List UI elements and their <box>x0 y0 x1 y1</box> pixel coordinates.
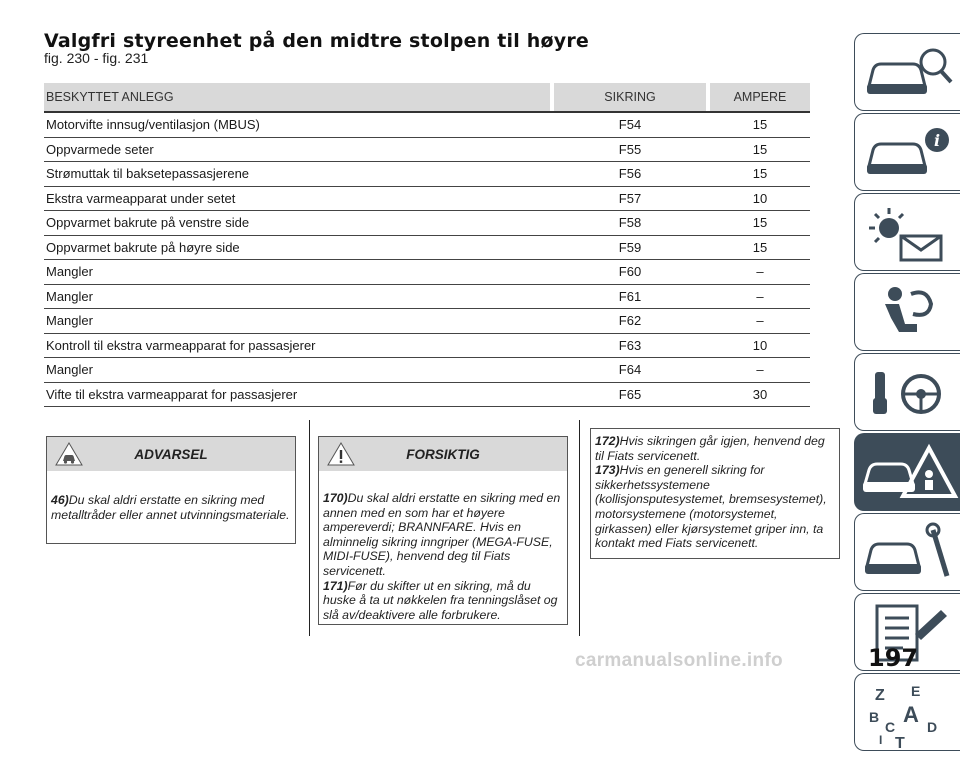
table-row <box>44 260 810 285</box>
cell-ampere: 15 <box>752 166 768 182</box>
tab-car-search[interactable] <box>854 33 960 111</box>
caution-header <box>319 437 567 471</box>
tab-airbag-seat[interactable] <box>854 273 960 351</box>
index-letter: D <box>927 719 938 735</box>
fuse-table <box>44 83 810 407</box>
note-number: 46) <box>51 493 69 507</box>
table-body <box>44 113 810 407</box>
caution-body <box>319 471 567 628</box>
index-letter: Z <box>875 687 885 704</box>
cell-system: Oppvarmet bakrute på venstre side <box>46 215 250 231</box>
index-letter: E <box>911 683 921 699</box>
cell-system: Mangler <box>46 362 93 378</box>
tab-warning-lights[interactable] <box>854 193 960 271</box>
cell-ampere: 15 <box>752 239 768 255</box>
column-divider <box>309 420 310 636</box>
table-row <box>44 138 810 163</box>
warning-title: ADVARSEL <box>134 446 208 462</box>
cell-ampere: 30 <box>752 386 768 402</box>
note-text: Før du skifter ut en sikring, må du huske å ta ut nøkkelen fra tenningslåset og slå av/deaktivere alle forbrukere. <box>323 578 558 622</box>
cell-ampere: 15 <box>752 141 768 157</box>
column-header-ampere: AMPERE <box>710 83 810 111</box>
note-number: 170) <box>323 491 348 505</box>
note-number: 171) <box>323 578 348 593</box>
cell-ampere: 15 <box>752 215 768 231</box>
caution-title: FORSIKTIG <box>406 446 480 462</box>
cell-system: Mangler <box>46 313 93 329</box>
cell-ampere: – <box>756 264 764 280</box>
column-header-fuse: SIKRING <box>554 83 706 111</box>
car-warning-icon <box>55 442 83 469</box>
index-letters-icon <box>855 674 961 752</box>
index-letter: I <box>879 733 883 747</box>
cell-fuse: F62 <box>618 313 642 329</box>
table-row <box>44 113 810 138</box>
cell-ampere: 15 <box>752 117 768 133</box>
tab-index[interactable] <box>854 673 960 751</box>
note-item <box>323 491 563 579</box>
warning-body <box>47 471 295 528</box>
index-letter: B <box>869 709 880 725</box>
cell-fuse: F58 <box>618 215 642 231</box>
cell-system: Kontroll til ekstra varmeapparat for passasjerer <box>46 337 316 353</box>
column-divider <box>579 420 580 636</box>
note-text: Hvis en generell sikring for sikkerhetssystemene (kollisjonsputesystemet, bremsesystemet), motorsystemene (motorsystemet, girkassen) eller kjørsystemet griper inn, ta kontakt med Fiats servicenett. <box>595 463 827 551</box>
cell-ampere: – <box>756 362 764 378</box>
table-row <box>44 358 810 383</box>
warning-box <box>46 436 296 544</box>
cell-fuse: F60 <box>618 264 642 280</box>
column-header-system: BESKYTTET ANLEGG <box>44 83 550 111</box>
cell-system: Oppvarmet bakrute på høyre side <box>46 239 240 255</box>
index-letter: T <box>895 735 905 752</box>
exclamation-triangle-icon <box>327 442 355 469</box>
cell-fuse: F65 <box>618 386 642 402</box>
page-number: 197 <box>868 644 919 672</box>
cell-fuse: F57 <box>618 190 642 206</box>
table-row <box>44 211 810 236</box>
page-title: Valgfri styreenhet på den midtre stolpen til høyre <box>44 30 589 52</box>
key-steering-icon <box>855 354 961 432</box>
cell-system: Strømuttak til baksetepassasjerene <box>46 166 250 182</box>
figure-reference: fig. 230 - fig. 231 <box>44 50 149 66</box>
watermark: carmanualsonline.info <box>575 650 783 671</box>
table-row <box>44 187 810 212</box>
table-row <box>44 309 810 334</box>
tab-car-tools[interactable] <box>854 513 960 591</box>
car-tools-icon <box>855 514 961 592</box>
table-row <box>44 383 810 408</box>
emergency-icon <box>855 434 961 512</box>
svg-text:i: i <box>933 131 941 150</box>
note-item <box>595 463 835 551</box>
cell-fuse: F64 <box>618 362 642 378</box>
caution-box <box>318 436 568 625</box>
note-number: 173) <box>595 463 620 478</box>
cell-ampere: 10 <box>752 337 768 353</box>
index-letter: C <box>885 719 896 735</box>
cell-system: Vifte til ekstra varmeapparat for passasjerer <box>46 386 298 402</box>
cell-system: Mangler <box>46 264 93 280</box>
note-item <box>595 434 835 463</box>
cell-fuse: F61 <box>618 288 642 304</box>
note-item <box>323 579 563 623</box>
tab-emergency[interactable] <box>854 433 960 511</box>
airbag-seat-icon <box>855 274 961 352</box>
cell-fuse: F55 <box>618 141 642 157</box>
index-letter: A <box>903 702 919 727</box>
table-row <box>44 236 810 261</box>
cell-system: Mangler <box>46 288 93 304</box>
warning-header <box>47 437 295 471</box>
cell-fuse: F54 <box>618 117 642 133</box>
note-text: Du skal aldri erstatte en sikring med metalltråder eller annet utvinningsmateriale. <box>51 493 290 522</box>
tab-car-info[interactable] <box>854 113 960 191</box>
cell-system: Motorvifte innsug/ventilasjon (MBUS) <box>46 117 260 133</box>
table-header <box>44 83 810 111</box>
cell-ampere: – <box>756 313 764 329</box>
cell-fuse: F56 <box>618 166 642 182</box>
note-number: 172) <box>595 434 620 448</box>
cell-system: Ekstra varmeapparat under setet <box>46 190 236 206</box>
notes-box <box>590 428 840 559</box>
table-row <box>44 162 810 187</box>
tab-key-steering[interactable] <box>854 353 960 431</box>
car-info-icon <box>855 114 961 192</box>
cell-ampere: – <box>756 288 764 304</box>
car-search-icon <box>855 34 961 112</box>
note-text: Hvis sikringen går igjen, henvend deg til Fiats servicenett. <box>595 434 825 463</box>
cell-fuse: F59 <box>618 239 642 255</box>
note-item <box>51 493 291 522</box>
warning-light-icon <box>855 194 961 272</box>
note-text: Du skal aldri erstatte en sikring med en annen med en som har et høyere ampereverdi; BRANNFARE. Hvis en alminnelig sikring inngriper (MEGA-FUSE, MIDI-FUSE), henvend deg til Fiats servicenett. <box>323 491 561 578</box>
table-row <box>44 334 810 359</box>
cell-fuse: F63 <box>618 337 642 353</box>
table-row <box>44 285 810 310</box>
cell-system: Oppvarmede seter <box>46 141 154 157</box>
cell-ampere: 10 <box>752 190 768 206</box>
